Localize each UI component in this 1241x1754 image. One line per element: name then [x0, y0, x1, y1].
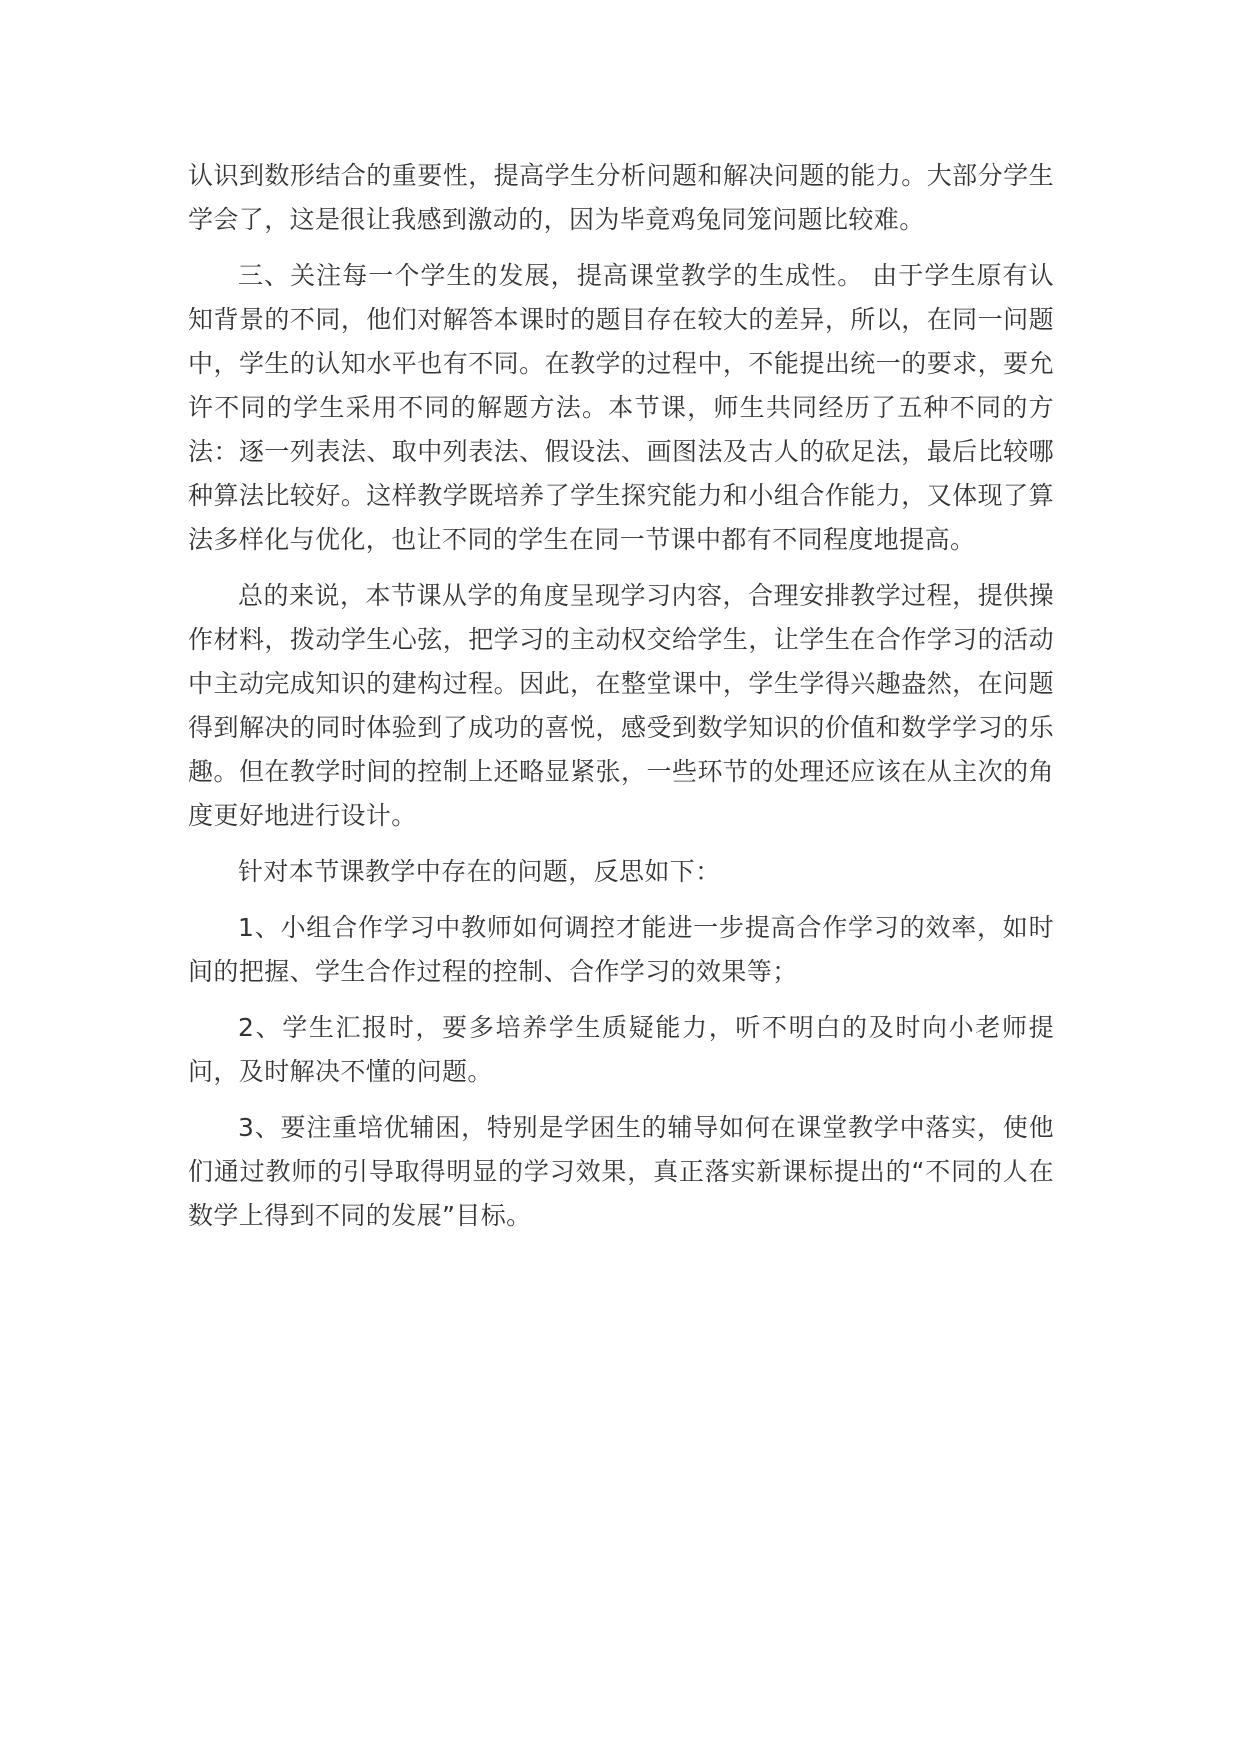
- paragraph-reflection-item-1: 1、小组合作学习中教师如何调控才能进一步提高合作学习的效率，如时间的把握、学生合作过程的控制、合作学习的效果等；: [188, 913, 1054, 986]
- paragraph-summary: 总的来说，本节课从学的角度呈现学习内容，合理安排教学过程，提供操作材料，拨动学生心弦，把学习的主动权交给学生，让学生在合作学习的活动中主动完成知识的建构过程。因此，在整堂课中，学生学得兴趣盎然，在问题得到解决的同时体验到了成功的喜悦，感受到数学知识的价值和数学学习的乐趣。但在教学时间的控制上还略显紧张，一些环节的处理还应该在从主次的角度更好地进行设计。: [188, 581, 1054, 830]
- paragraph-section-three: 三、关注每一个学生的发展，提高课堂教学的生成性。 由于学生原有认知背景的不同，他们对解答本课时的题目存在较大的差异，所以，在同一问题中，学生的认知水平也有不同。在教学的过程中，不能提出统一的要求，要允许不同的学生采用不同的解题方法。本节课，师生共同经历了五种不同的方法：逐一列表法、取中列表法、假设法、画图法及古人的砍足法，最后比较哪种算法比较好。这样教学既培养了学生探究能力和小组合作能力，又体现了算法多样化与优化，也让不同的学生在同一节课中都有不同程度地提高。: [188, 261, 1054, 554]
- paragraph-reflection-item-2: 2、学生汇报时，要多培养学生质疑能力，听不明白的及时向小老师提问，及时解决不懂的问题。: [188, 1013, 1054, 1086]
- paragraph-continuation: 认识到数形结合的重要性，提高学生分析问题和解决问题的能力。大部分学生学会了，这是很让我感到激动的，因为毕竟鸡兔同笼问题比较难。: [188, 161, 1054, 234]
- paragraph-reflection-item-3: 3、要注重培优辅困，特别是学困生的辅导如何在课堂教学中落实，使他们通过教师的引导取得明显的学习效果，真正落实新课标提出的“不同的人在数学上得到不同的发展”目标。: [188, 1113, 1054, 1230]
- paragraph-reflection-intro: 针对本节课教学中存在的问题，反思如下：: [238, 857, 721, 886]
- document-body: [188, 154, 1054, 1250]
